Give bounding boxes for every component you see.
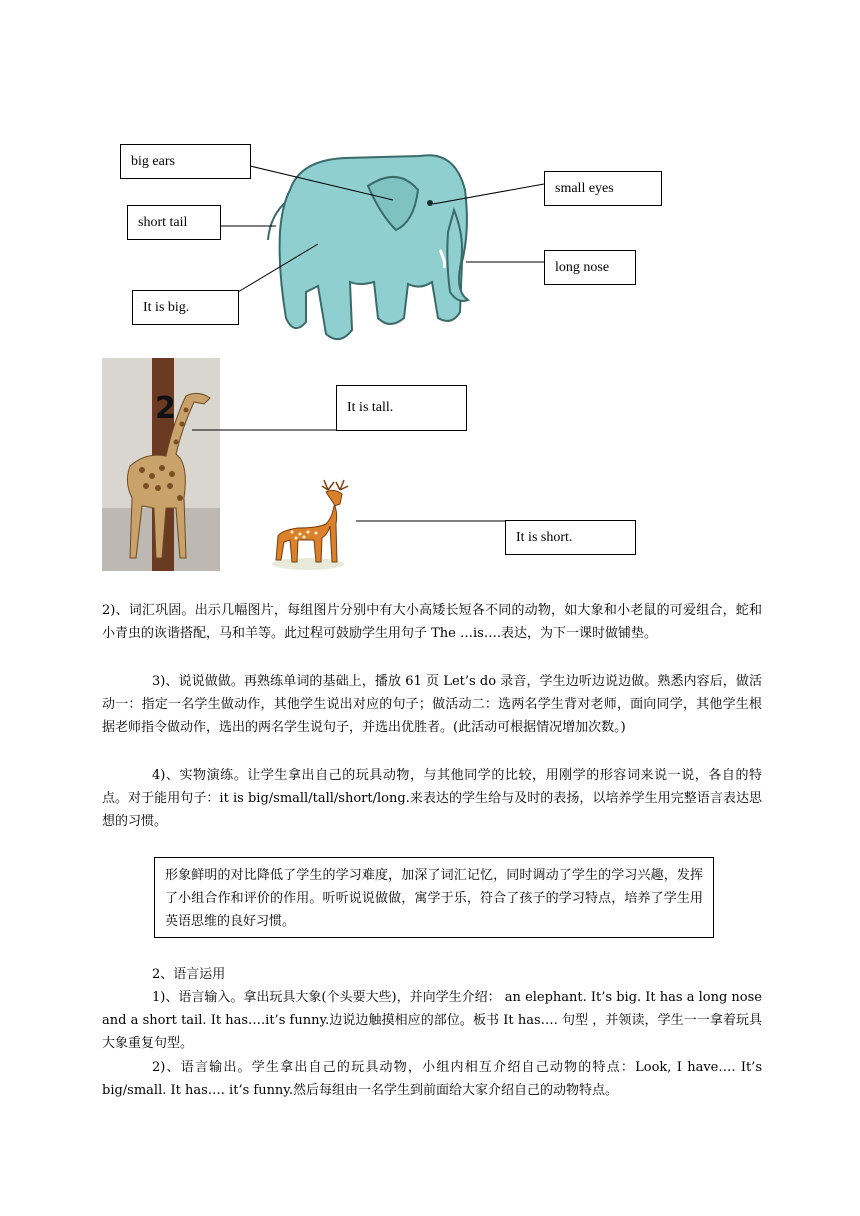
label-big-ears: big ears (120, 144, 251, 179)
tall-connector (0, 0, 860, 600)
reflection-box: 形象鲜明的对比降低了学生的学习难度，加深了词汇记忆，同时调动了学生的学习兴趣，发挥了小组合作和评价的作用。听听说说做做，寓学于乐，符合了孩子的学习特点，培养了学生用英语思维的良好习惯。 (154, 857, 714, 938)
label-it-is-short: It is short. (505, 520, 636, 555)
label-short-tail: short tail (127, 205, 221, 240)
deer-picture (262, 478, 356, 572)
label-it-is-big: It is big. (132, 290, 239, 325)
paragraph-language-output (102, 1056, 762, 1102)
paragraph-say-and-do (102, 670, 762, 739)
paragraph-practice-text: 4)、实物演练。让学生拿出自己的玩具动物，与其他同学的比较，用刚学的形容词来说一说，各自的特点。对于能用句子：it is big/small/tall/short/long.来表达的学生给与及时的表扬，以培养学生用完整语言表达思想的习惯。 (102, 768, 762, 829)
label-small-eyes: small eyes (544, 171, 662, 206)
paragraph-language-input-text: 1)、语言输入。拿出玩具大象(个头要大些)，并向学生介绍： an elephant. It’s big. It has a long nose and a short tail. It has….it’s funny.边说边触摸相应的部位。板书 It has…. 句型 ，并领读，学生一一拿着玩具大象重复句型。 (102, 990, 762, 1051)
label-long-nose: long nose (544, 250, 636, 285)
label-it-is-tall: It is tall. (336, 385, 467, 431)
paragraph-vocabulary-review: 2)、词汇巩固。出示几幅图片，每组图片分别中有大小高矮长短各不同的动物，如大象和小老鼠的可爱组合，蛇和小青虫的诙谐搭配，马和羊等。此过程可鼓励学生用句子 The …is….表达，为下一课时做铺垫。 (102, 603, 762, 641)
section-heading-language-use (102, 963, 762, 986)
paragraph-language-output-text: 2)、语言输出。学生拿出自己的玩具动物，小组内相互介绍自己动物的特点：Look, I have…. It’s big/small. It has…. it’s funny.然后每组由一名学生到前面给大家介绍自己的动物特点。 (102, 1060, 762, 1098)
paragraph-practice (102, 764, 762, 833)
paragraph-say-and-do-text: 3)、说说做做。再熟练单词的基础上，播放 61 页 Let’s do 录音，学生边听边说边做。熟悉内容后，做活动一：指定一名学生做动作，其他学生说出对应的句子；做活动二：选两名学生背对老师，面向同学，其他学生根据老师指令做动作，选出的两名学生说句子，并选出优胜者。(此活动可根据情况增加次数。) (102, 674, 762, 735)
paragraph-language-input (102, 986, 762, 1055)
section-heading-language-use-text: 2、语言运用 (152, 967, 226, 982)
pole-number: 2 (155, 391, 176, 426)
